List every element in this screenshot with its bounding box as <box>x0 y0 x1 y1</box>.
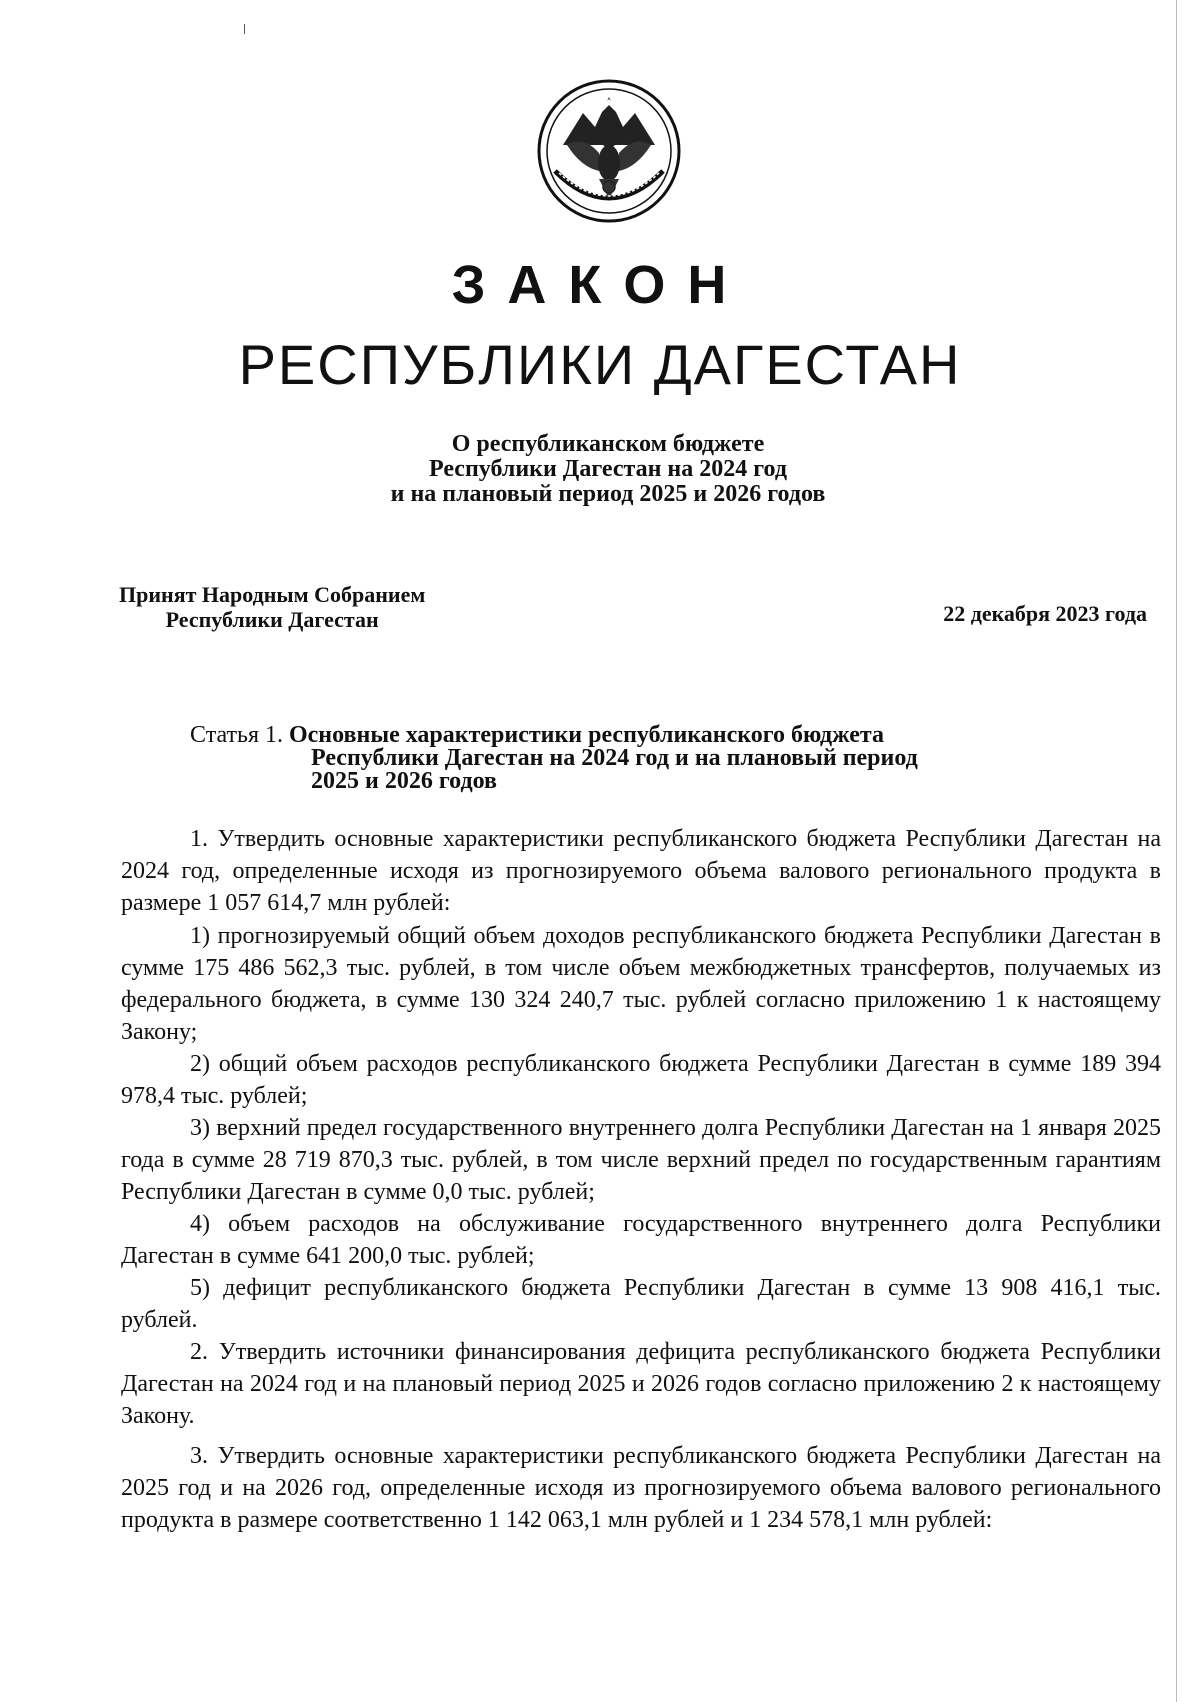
law-name-line: О республиканском бюджете <box>451 431 765 457</box>
adopted-line: Принят Народным Собранием <box>119 582 426 607</box>
law-name-line: Республики Дагестан на 2024 год <box>429 456 787 482</box>
paragraph: 3) верхний предел государственного внутреннего долга Республики Дагестан на 1 января 2025 года в сумме 28 719 870,3 тыс. рублей, в том числе верхний предел по государственным гарантиям Республики Дагестан в сумме 0,0 тыс. рублей; <box>121 1115 1161 1205</box>
paragraph: 3. Утвердить основные характеристики республиканского бюджета Республики Дагестан на 2025 год и на 2026 год, определенные исходя из прогнозируемого объема валового регионального продукта в размере соответственно 1 142 063,1 млн рублей и 1 234 578,1 млн рублей: <box>121 1443 1161 1533</box>
adopted-by <box>119 582 425 632</box>
dagestan-coat-of-arms-icon <box>533 75 685 227</box>
article-label: Статья 1. <box>190 722 283 748</box>
article-body <box>121 823 1161 1537</box>
adoption-date: 22 декабря 2023 года <box>943 601 1147 626</box>
paragraph: 2) общий объем расходов республиканского бюджета Республики Дагестан в сумме 189 394 978,4 тыс. рублей; <box>121 1051 1161 1109</box>
law-name-line: и на плановый период 2025 и 2026 годов <box>390 481 826 507</box>
paragraph: 5) дефицит республиканского бюджета Республики Дагестан в сумме 13 908 416,1 тыс. рублей. <box>121 1275 1161 1333</box>
article-heading <box>190 724 918 793</box>
document-subtitle: РЕСПУБЛИКИ ДАГЕСТАН <box>238 333 962 396</box>
adopted-line: Республики Дагестан <box>165 607 379 632</box>
paragraph: 1) прогнозируемый общий объем доходов республиканского бюджета Республики Дагестан в сумме 175 486 562,3 тыс. рублей, в том числе объем межбюджетных трансфертов, получаемых из федерального бюджета, в сумме 130 324 240,7 тыс. рублей согласно приложению 1 к настоящему Закону; <box>121 923 1161 1045</box>
paragraph: 1. Утвердить основные характеристики республиканского бюджета Республики Дагестан на 2024 год, определенные исходя из прогнозируемого объема валового регионального продукта в размере 1 057 614,7 млн рублей: <box>121 826 1161 916</box>
paragraph: 2. Утвердить источники финансирования дефицита республиканского бюджета Республики Дагестан на 2024 год и на плановый период 2025 и 2026 годов согласно приложению 2 к настоящему Закону. <box>121 1339 1161 1429</box>
scan-margin-mark <box>244 24 245 34</box>
law-name <box>0 432 1200 507</box>
article-title-line: Основные характеристики республиканского бюджета <box>288 722 884 748</box>
document-title: ЗАКОН <box>451 255 749 315</box>
scan-margin-mark <box>1176 0 1177 1702</box>
paragraph: 4) объем расходов на обслуживание государственного внутреннего долга Республики Дагестан в сумме 641 200,0 тыс. рублей; <box>121 1211 1161 1269</box>
article-title-line: 2025 и 2026 годов <box>311 768 497 794</box>
article-title-line: Республики Дагестан на 2024 год и на плановый период <box>311 745 918 771</box>
